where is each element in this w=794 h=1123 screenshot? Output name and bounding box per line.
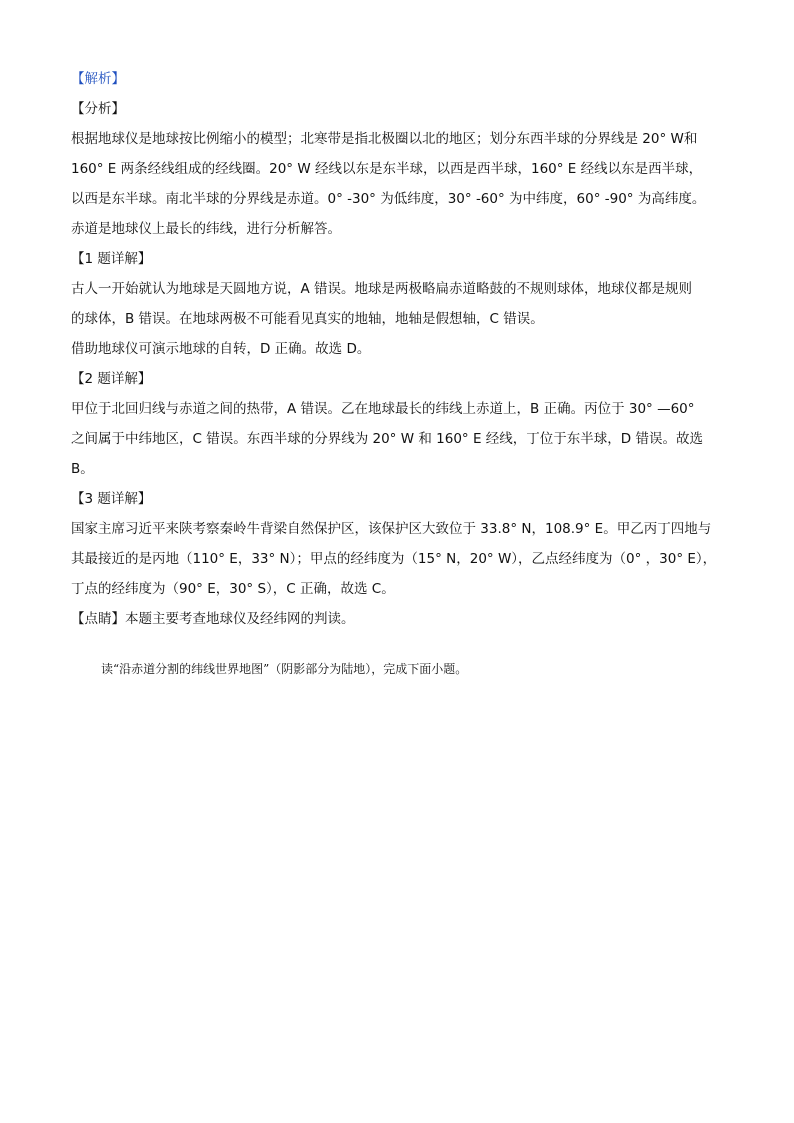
q3-line: 丁点的经纬度为（90° E，30° S），C 正确，故选 C。 xyxy=(71,581,395,597)
analysis-line: 赤道是地球仪上最长的纬线，进行分析解答。 xyxy=(71,221,341,237)
q3-line: 其最接近的是丙地（110° E，33° N）；甲点的经纬度为（15° N，20° W），乙点经纬度为（0° ，30° E）， xyxy=(71,551,717,567)
jiexi-heading: 【解析】 xyxy=(71,71,125,87)
fenxi-heading: 【分析】 xyxy=(71,101,125,117)
q2-heading: 【2 题详解】 xyxy=(71,371,152,387)
dianjing-heading: 【点睛】 xyxy=(71,611,125,627)
q1-heading: 【1 题详解】 xyxy=(71,251,152,267)
analysis-paragraph xyxy=(71,124,726,244)
q2-line: 之间属于中纬地区，C 错误。东西半球的分界线为 20° W 和 160° E 经线，丁位于东半球，D 错误。故选 xyxy=(71,431,703,447)
dianjing-text: 本题主要考查地球仪及经纬网的判读。 xyxy=(125,611,355,627)
analysis-line: 160° E 两条经线组成的经线圈。20° W 经线以东是东半球，以西是西半球，160° E 经线以东是西半球， xyxy=(71,161,703,177)
q3-paragraph xyxy=(71,514,726,604)
q1-line: 借助地球仪可演示地球的自转，D 正确。故选 D。 xyxy=(71,341,371,357)
analysis-line: 根据地球仪是地球按比例缩小的模型；北寒带是指北极圈以北的地区；划分东西半球的分界线是 20° W和 xyxy=(71,131,698,147)
answer-content xyxy=(71,64,726,634)
q1-paragraph xyxy=(71,274,726,364)
analysis-line: 以西是东半球。南北半球的分界线是赤道。0° -30° 为低纬度，30° -60° 为中纬度，60° -90° 为高纬度。 xyxy=(71,191,706,207)
dianjing-line xyxy=(71,604,726,634)
q3-line: 国家主席习近平来陕考察秦岭牛背梁自然保护区，该保护区大致位于 33.8° N，108.9° E。甲乙丙丁四地与 xyxy=(71,521,712,537)
q1-line: 古人一开始就认为地球是天圆地方说，A 错误。地球是两极略扁赤道略鼓的不规则球体，地球仪都是规则 xyxy=(71,281,693,297)
q2-line: B。 xyxy=(71,461,94,477)
next-question-intro: 读“沿赤道分割的纬线世界地图”（阴影部分为陆地），完成下面小题。 xyxy=(101,662,468,676)
q3-heading: 【3 题详解】 xyxy=(71,491,152,507)
q1-line: 的球体，B 错误。在地球两极不可能看见真实的地轴，地轴是假想轴，C 错误。 xyxy=(71,311,544,327)
q2-paragraph xyxy=(71,394,726,484)
q2-line: 甲位于北回归线与赤道之间的热带，A 错误。乙在地球最长的纬线上赤道上，B 正确。丙位于 30° —60° xyxy=(71,401,695,417)
